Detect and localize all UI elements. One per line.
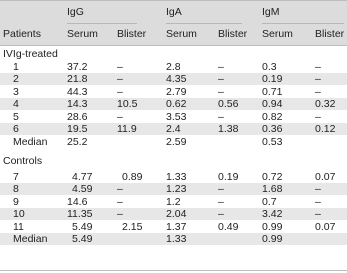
group-igm: IgM bbox=[262, 6, 280, 18]
patient-id: 10 bbox=[13, 208, 25, 220]
iga-blister-value: – bbox=[218, 196, 224, 208]
median-label: Median bbox=[13, 233, 48, 245]
igm-blister-value: – bbox=[315, 73, 321, 85]
iga-serum-header: Serum bbox=[166, 28, 197, 40]
iga-serum-median: 1.33 bbox=[166, 233, 187, 245]
igg-blister-header: Blister bbox=[117, 28, 147, 40]
igm-serum-value: 0.82 bbox=[262, 111, 283, 123]
igg-blister-value: 11.9 bbox=[117, 123, 137, 135]
igg-blister-value: 0.89 bbox=[122, 171, 143, 183]
iga-serum-value: 1.2 bbox=[166, 196, 181, 208]
iga-blister-value: – bbox=[218, 183, 224, 195]
iga-serum-value: 2.8 bbox=[166, 61, 181, 73]
median-label: Median bbox=[13, 136, 48, 148]
iga-blister-value: – bbox=[218, 61, 224, 73]
igg-serum-value: 14.3 bbox=[67, 98, 88, 110]
table-bottom-rule bbox=[0, 270, 347, 271]
table-header bbox=[0, 0, 347, 46]
igg-blister-value: – bbox=[117, 196, 123, 208]
igg-blister-value: – bbox=[117, 61, 123, 73]
group-iga: IgA bbox=[166, 6, 182, 18]
igg-serum-value: 11.35 bbox=[67, 208, 93, 220]
igg-serum-value: 19.5 bbox=[67, 123, 88, 135]
iga-serum-median: 2.59 bbox=[166, 136, 187, 148]
igm-serum-value: 0.94 bbox=[262, 98, 283, 110]
igm-rule bbox=[262, 23, 344, 24]
iga-serum-value: 4.35 bbox=[166, 73, 187, 85]
iga-serum-value: 2.79 bbox=[166, 86, 187, 98]
igg-blister-value: 2.15 bbox=[122, 221, 143, 233]
igm-blister-value: 0.07 bbox=[315, 221, 336, 233]
igg-serum-value: 5.49 bbox=[72, 221, 93, 233]
igm-blister-value: – bbox=[315, 61, 321, 73]
iga-serum-value: 2.04 bbox=[166, 208, 187, 220]
patients-header: Patients bbox=[3, 28, 41, 40]
iga-serum-value: 2.4 bbox=[166, 123, 181, 135]
igg-serum-median: 25.2 bbox=[67, 136, 88, 148]
iga-blister-value: 0.56 bbox=[218, 98, 239, 110]
iga-blister-header: Blister bbox=[218, 28, 248, 40]
igg-serum-value: 44.3 bbox=[67, 86, 88, 98]
igg-blister-value: – bbox=[117, 111, 123, 123]
iga-blister-value: 0.49 bbox=[218, 221, 239, 233]
igg-serum-value: 14.6 bbox=[67, 196, 88, 208]
igg-serum-median: 5.49 bbox=[72, 233, 93, 245]
igm-blister-value: – bbox=[315, 111, 321, 123]
patient-id: 9 bbox=[13, 196, 19, 208]
section-title-controls: Controls bbox=[3, 155, 43, 167]
iga-serum-value: 3.53 bbox=[166, 111, 187, 123]
igg-blister-value: – bbox=[117, 208, 123, 220]
patient-id: 6 bbox=[13, 123, 19, 135]
patient-id: 2 bbox=[13, 73, 19, 85]
igg-blister-value: 10.5 bbox=[117, 98, 138, 110]
iga-blister-value: 0.19 bbox=[218, 171, 239, 183]
iga-blister-value: – bbox=[218, 73, 224, 85]
igg-serum-header: Serum bbox=[67, 28, 98, 40]
iga-serum-value: 1.23 bbox=[166, 183, 187, 195]
iga-serum-value: 1.33 bbox=[166, 171, 187, 183]
iga-blister-value: – bbox=[218, 111, 224, 123]
igm-blister-value: – bbox=[315, 86, 321, 98]
igg-rule bbox=[67, 23, 137, 24]
igm-blister-value: 0.07 bbox=[315, 171, 336, 183]
igm-serum-median: 0.53 bbox=[262, 136, 283, 148]
igm-serum-value: 0.3 bbox=[262, 61, 277, 73]
iga-blister-value: – bbox=[218, 208, 224, 220]
patient-id: 3 bbox=[13, 86, 19, 98]
igm-serum-value: 0.19 bbox=[262, 73, 283, 85]
igm-serum-median: 0.99 bbox=[262, 233, 283, 245]
patient-id: 8 bbox=[13, 183, 19, 195]
iga-serum-value: 1.37 bbox=[166, 221, 187, 233]
igm-serum-value: 0.36 bbox=[262, 123, 283, 135]
group-igg: IgG bbox=[67, 6, 84, 18]
igm-serum-value: 3.42 bbox=[262, 208, 283, 220]
igm-serum-value: 0.99 bbox=[262, 221, 283, 233]
igm-blister-value: – bbox=[315, 196, 321, 208]
patient-id: 1 bbox=[13, 61, 19, 73]
igm-serum-value: 0.71 bbox=[262, 86, 283, 98]
igg-blister-value: – bbox=[117, 86, 123, 98]
igm-serum-value: 0.7 bbox=[262, 196, 277, 208]
igm-serum-value: 0.72 bbox=[262, 171, 283, 183]
igg-serum-value: 21.8 bbox=[67, 73, 88, 85]
patient-id: 5 bbox=[13, 111, 19, 123]
section-title-ivig: IVIg-treated bbox=[3, 48, 58, 60]
igm-serum-header: Serum bbox=[262, 28, 293, 40]
igm-blister-value: – bbox=[315, 183, 321, 195]
igg-serum-value: 28.6 bbox=[67, 111, 88, 123]
igm-blister-value: 0.12 bbox=[315, 123, 336, 135]
patient-id: 7 bbox=[13, 171, 19, 183]
igm-serum-value: 1.68 bbox=[262, 183, 283, 195]
patient-id: 4 bbox=[13, 98, 19, 110]
igg-blister-value: – bbox=[117, 183, 123, 195]
igg-serum-value: 37.2 bbox=[67, 61, 88, 73]
patient-id: 11 bbox=[13, 221, 24, 233]
iga-serum-value: 0.62 bbox=[166, 98, 187, 110]
igm-blister-header: Blister bbox=[315, 28, 345, 40]
iga-blister-value: – bbox=[218, 86, 224, 98]
igm-blister-value: 0.32 bbox=[315, 98, 336, 110]
igg-serum-value: 4.59 bbox=[72, 183, 93, 195]
iga-blister-value: 1.38 bbox=[218, 123, 239, 135]
iga-rule bbox=[166, 23, 242, 24]
igg-serum-value: 4.77 bbox=[72, 171, 93, 183]
igg-blister-value: – bbox=[117, 73, 123, 85]
igm-blister-value: – bbox=[315, 208, 321, 220]
